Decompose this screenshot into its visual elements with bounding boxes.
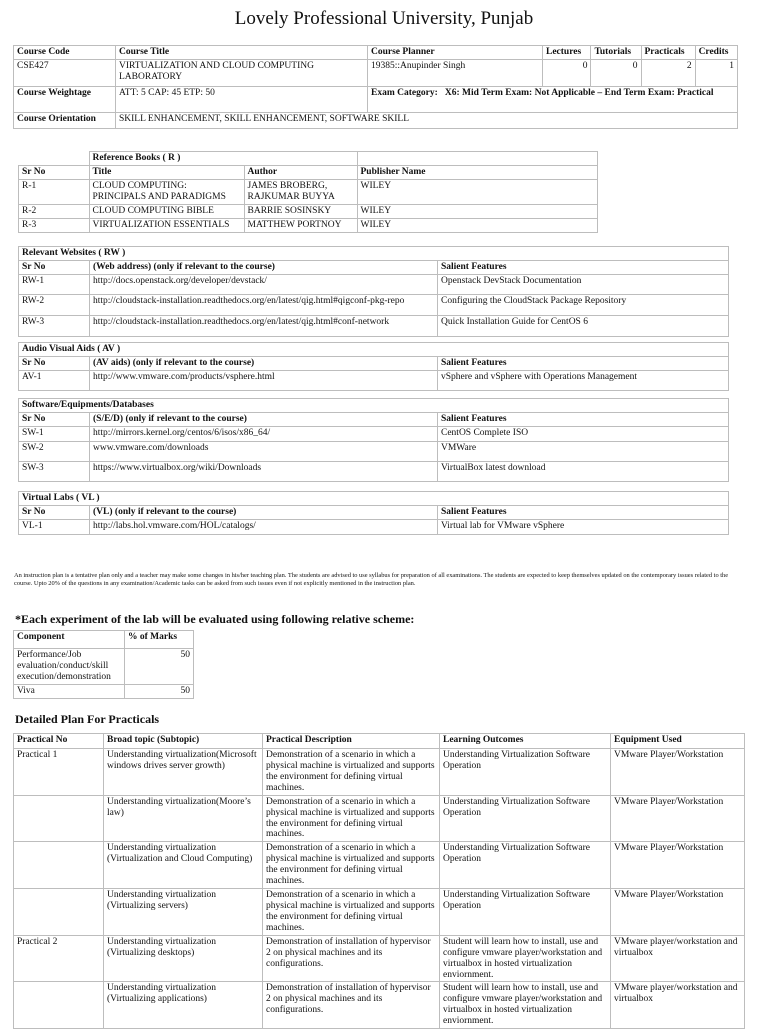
h-course-planner: Course Planner <box>368 46 543 60</box>
book-sr: R-1 <box>19 179 90 204</box>
website-sr: RW-1 <box>19 274 90 294</box>
software-link[interactable]: http://mirrors.kernel.org/centos/6/isos/x86_64/ <box>90 426 438 441</box>
table-row <box>14 649 194 685</box>
broad-topic: Understanding virtualization(Moore’s law) <box>104 795 263 842</box>
book-title: CLOUD COMPUTING BIBLE <box>89 204 244 218</box>
h-practicals: Practicals <box>641 46 695 60</box>
component-marks: 50 <box>125 684 194 698</box>
university-title: Lovely Professional University, Punjab <box>234 8 534 29</box>
h-address: (AV aids) (only if relevant to the course) <box>90 356 438 370</box>
learning-outcome: Understanding Virtualization Software Operation <box>440 889 611 936</box>
table-row <box>14 842 745 889</box>
website-feature: Quick Installation Guide for CentOS 6 <box>438 315 729 336</box>
software-sr: SW-1 <box>19 426 90 441</box>
lectures-value: 0 <box>543 59 591 86</box>
book-title: VIRTUALIZATION ESSENTIALS <box>89 218 244 232</box>
practicals-value: 2 <box>641 59 695 86</box>
table-row <box>19 461 729 481</box>
h-features: Salient Features <box>438 412 729 426</box>
table-row <box>14 795 745 842</box>
vlab-link[interactable]: http://labs.hol.vmware.com/HOL/catalogs/ <box>90 519 438 534</box>
h-publisher: Publisher Name <box>357 165 598 179</box>
component-marks: 50 <box>125 649 194 685</box>
practical-description: Demonstration of a scenario in which a physical machine is virtualized and supports the environment for defining virtual machines. <box>263 795 440 842</box>
book-author: BARRIE SOSINSKY <box>244 204 357 218</box>
table-row <box>19 274 729 294</box>
reference-books-table <box>18 151 598 233</box>
table-row <box>19 218 598 232</box>
orientation-label: Course Orientation <box>14 112 116 128</box>
av-aids-table <box>18 342 729 391</box>
practical-no: Practical 1 <box>14 749 104 796</box>
exam-label: Exam Category: <box>371 87 438 98</box>
weightage-label: Course Weightage <box>14 86 116 112</box>
table-row <box>19 294 729 315</box>
tutorials-value: 0 <box>591 59 641 86</box>
component-name: Performance/Job evaluation/conduct/skill execution/demonstration <box>14 649 125 685</box>
h-course-title: Course Title <box>116 46 368 60</box>
website-sr: RW-3 <box>19 315 90 336</box>
h-address: (Web address) (only if relevant to the course) <box>90 260 438 274</box>
blank-cell <box>19 152 90 166</box>
orientation-value: SKILL ENHANCEMENT, SKILL ENHANCEMENT, SOFTWARE SKILL <box>116 112 738 128</box>
vlab-sr: VL-1 <box>19 519 90 534</box>
table-row <box>19 519 729 534</box>
course-title: VIRTUALIZATION AND CLOUD COMPUTING LABORATORY <box>116 59 368 86</box>
book-publisher: WILEY <box>357 204 598 218</box>
book-title: CLOUD COMPUTING: PRINCIPALS AND PARADIGMS <box>89 179 244 204</box>
websites-heading: Relevant Websites ( RW ) <box>19 247 729 261</box>
exam-category <box>368 86 738 112</box>
h-practical-no: Practical No <box>14 734 104 749</box>
equipment: VMware Player/Workstation <box>611 842 745 889</box>
broad-topic: Understanding virtualization (Virtualizing servers) <box>104 889 263 936</box>
book-author: JAMES BROBERG, RAJKUMAR BUYYA <box>244 179 357 204</box>
table-row <box>19 179 598 204</box>
book-sr: R-3 <box>19 218 90 232</box>
practical-no <box>14 982 104 1029</box>
website-link[interactable]: http://cloudstack-installation.readthedocs.org/en/latest/qig.html#conf-network <box>90 315 438 336</box>
practical-no: Practical 2 <box>14 935 104 982</box>
table-row <box>19 441 729 461</box>
software-table <box>18 398 729 482</box>
course-info-table <box>13 45 738 129</box>
component-name: Viva <box>14 684 125 698</box>
table-row <box>14 749 745 796</box>
h-features: Salient Features <box>438 356 729 370</box>
h-srno: Sr No <box>19 165 90 179</box>
book-publisher: WILEY <box>357 179 598 204</box>
learning-outcome: Student will learn how to install, use and configure vmware player/workstation and virtualbox in hosted virtualization enviornment. <box>440 982 611 1029</box>
h-author: Author <box>244 165 357 179</box>
learning-outcome: Student will learn how to install, use and configure vmware player/workstation and virtualbox in hosted virtualization enviornment. <box>440 935 611 982</box>
plan-heading: Detailed Plan For Practicals <box>15 712 160 726</box>
practical-plan-table <box>13 733 745 1029</box>
table-row <box>14 889 745 936</box>
practical-description: Demonstration of a scenario in which a physical machine is virtualized and supports the environment for defining virtual machines. <box>263 889 440 936</box>
learning-outcome: Understanding Virtualization Software Operation <box>440 842 611 889</box>
website-sr: RW-2 <box>19 294 90 315</box>
practical-description: Demonstration of a scenario in which a physical machine is virtualized and supports the environment for defining virtual machines. <box>263 842 440 889</box>
broad-topic: Understanding virtualization (Virtualization and Cloud Computing) <box>104 842 263 889</box>
software-feature: CentOS Complete ISO <box>438 426 729 441</box>
vlabs-heading: Virtual Labs ( VL ) <box>19 492 729 506</box>
table-row <box>19 204 598 218</box>
h-marks: % of Marks <box>125 631 194 649</box>
practical-description: Demonstration of installation of hypervisor 2 on physical machines and its configurations. <box>263 982 440 1029</box>
h-broad-topic: Broad topic (Subtopic) <box>104 734 263 749</box>
books-heading: Reference Books ( R ) <box>89 152 357 166</box>
book-author: MATTHEW PORTNOY <box>244 218 357 232</box>
book-publisher: WILEY <box>357 218 598 232</box>
practical-description: Demonstration of installation of hypervisor 2 on physical machines and its configurations. <box>263 935 440 982</box>
h-address: (VL) (only if relevant to the course) <box>90 505 438 519</box>
equipment: VMware Player/Workstation <box>611 749 745 796</box>
course-code: CSE427 <box>14 59 116 86</box>
h-equipment: Equipment Used <box>611 734 745 749</box>
software-feature: VirtualBox latest download <box>438 461 729 481</box>
av-heading: Audio Visual Aids ( AV ) <box>19 343 729 357</box>
instruction-note: An instruction plan is a tentative plan only and a teacher may make some changes in his/her teaching plan. The students are advised to use syllabus for preparation of all examinations. The students are expected to keep themselves updated on the contemporary issues related to the course. Upto 20% of the questions in any examination/Academic tasks can be asked from such issues even if not explicitly mentioned in the instruction plan. <box>14 572 729 587</box>
h-title: Title <box>89 165 244 179</box>
h-srno: Sr No <box>19 356 90 370</box>
learning-outcome: Understanding Virtualization Software Operation <box>440 749 611 796</box>
practical-no <box>14 889 104 936</box>
website-feature: Configuring the CloudStack Package Repository <box>438 294 729 315</box>
website-link[interactable]: http://cloudstack-installation.readthedocs.org/en/latest/qig.html#qigconf-pkg-repo <box>90 294 438 315</box>
equipment: VMware Player/Workstation <box>611 795 745 842</box>
software-link[interactable]: https://www.virtualbox.org/wiki/Downloads <box>90 461 438 481</box>
av-link[interactable]: http://www.vmware.com/products/vsphere.html <box>90 370 438 390</box>
h-features: Salient Features <box>438 260 729 274</box>
exam-value: X6: Mid Term Exam: Not Applicable – End Term Exam: Practical <box>444 87 714 98</box>
practical-no <box>14 795 104 842</box>
table-row <box>19 315 729 336</box>
av-sr: AV-1 <box>19 370 90 390</box>
course-planner: 19385::Anupinder Singh <box>368 59 543 86</box>
evaluation-heading: *Each experiment of the lab will be evaluated using following relative scheme: <box>15 612 415 626</box>
website-link[interactable]: http://docs.openstack.org/developer/devstack/ <box>90 274 438 294</box>
table-row <box>19 370 729 390</box>
h-srno: Sr No <box>19 412 90 426</box>
vlab-feature: Virtual lab for VMware vSphere <box>438 519 729 534</box>
software-heading: Software/Equipments/Databases <box>19 399 729 413</box>
equipment: VMware player/workstation and virtualbox <box>611 935 745 982</box>
evaluation-table <box>13 630 194 699</box>
practical-description: Demonstration of a scenario in which a physical machine is virtualized and supports the environment for defining virtual machines. <box>263 749 440 796</box>
weightage-value: ATT: 5 CAP: 45 ETP: 50 <box>116 86 368 112</box>
broad-topic: Understanding virtualization (Virtualizing desktops) <box>104 935 263 982</box>
blank-cell <box>357 152 598 166</box>
software-sr: SW-2 <box>19 441 90 461</box>
h-srno: Sr No <box>19 260 90 274</box>
h-address: (S/E/D) (only if relevant to the course) <box>90 412 438 426</box>
h-srno: Sr No <box>19 505 90 519</box>
table-row <box>19 426 729 441</box>
table-row <box>14 935 745 982</box>
broad-topic: Understanding virtualization(Microsoft windows drives server growth) <box>104 749 263 796</box>
h-course-code: Course Code <box>14 46 116 60</box>
table-row <box>14 684 194 698</box>
equipment: VMware player/workstation and virtualbox <box>611 982 745 1029</box>
h-practical-description: Practical Description <box>263 734 440 749</box>
websites-table <box>18 246 729 337</box>
equipment: VMware Player/Workstation <box>611 889 745 936</box>
h-credits: Credits <box>695 46 737 60</box>
h-lectures: Lectures <box>543 46 591 60</box>
h-tutorials: Tutorials <box>591 46 641 60</box>
h-component: Component <box>14 631 125 649</box>
practical-no <box>14 842 104 889</box>
virtual-labs-table <box>18 491 729 535</box>
h-features: Salient Features <box>438 505 729 519</box>
software-link[interactable]: www.vmware.com/downloads <box>90 441 438 461</box>
software-feature: VMWare <box>438 441 729 461</box>
software-sr: SW-3 <box>19 461 90 481</box>
book-sr: R-2 <box>19 204 90 218</box>
learning-outcome: Understanding Virtualization Software Operation <box>440 795 611 842</box>
website-feature: Openstack DevStack Documentation <box>438 274 729 294</box>
broad-topic: Understanding virtualization (Virtualizing applications) <box>104 982 263 1029</box>
credits-value: 1 <box>695 59 737 86</box>
table-row <box>14 982 745 1029</box>
av-feature: vSphere and vSphere with Operations Management <box>438 370 729 390</box>
h-learning-outcomes: Learning Outcomes <box>440 734 611 749</box>
